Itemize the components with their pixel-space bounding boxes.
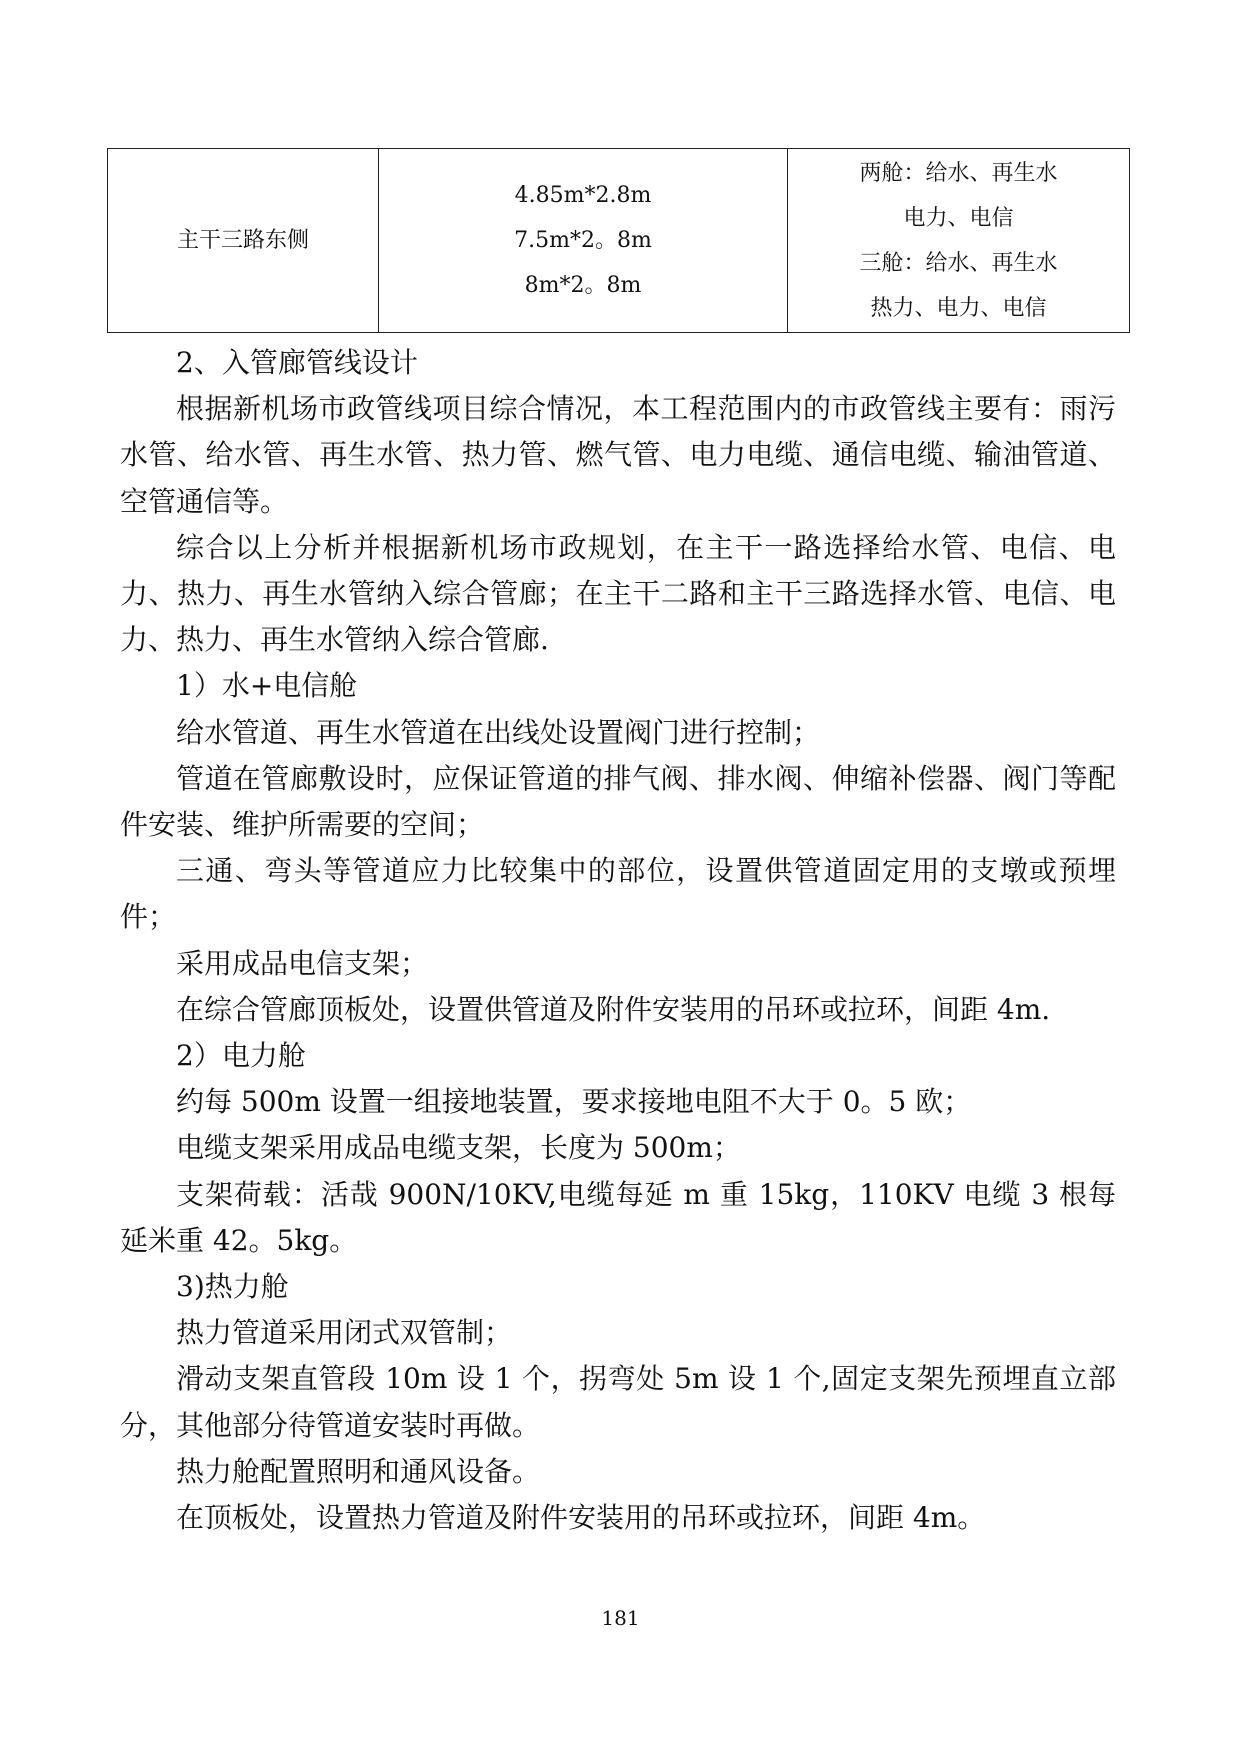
pipeline-line: 热力、电力、电信	[870, 295, 1047, 321]
subsection-heading: 2）电力舱	[176, 1039, 306, 1073]
paragraph: 滑动支架直管段 10m 设 1 个，拐弯处 5m 设 1 个,固定支架先预埋直立部分，其他部分待管道安装时再做。	[120, 1362, 1116, 1442]
subsection-heading: 1）水+电信舱	[176, 669, 358, 703]
paragraph: 热力舱配置照明和通风设备。	[176, 1454, 541, 1488]
table-row	[108, 149, 1130, 333]
table-cell-sizes	[379, 149, 788, 333]
size-line: 7.5m*2。8m	[514, 228, 652, 253]
section-heading: 2、入管廊管线设计	[176, 346, 418, 379]
pipeline-line: 两舱：给水、再生水	[859, 160, 1058, 186]
pipe-gallery-table	[107, 148, 1130, 333]
paragraph: 综合以上分析并根据新机场市政规划，在主干一路选择给水管、电信、电力、热力、再生水管纳入综合管廊；在主干二路和主干三路选择水管、电信、电力、热力、再生水管纳入综合管廊.	[120, 530, 1116, 657]
location-text: 主干三路东侧	[176, 228, 309, 253]
pipeline-line: 电力、电信	[903, 205, 1014, 231]
paragraph: 给水管道、再生水管道在出线处设置阀门进行控制；	[176, 715, 821, 749]
size-line: 4.85m*2.8m	[514, 183, 652, 208]
size-line: 8m*2。8m	[524, 273, 642, 298]
paragraph: 约每 500m 设置一组接地装置，要求接地电阻不大于 0。5 欧；	[176, 1085, 972, 1119]
page-number: 181	[601, 1606, 640, 1630]
paragraph: 支架荷载：活哉 900N/10KV,电缆每延 m 重 15kg，110KV 电缆 3 根每延米重 42。5kg。	[120, 1177, 1116, 1257]
body-text	[120, 340, 1116, 1541]
paragraph: 采用成品电信支架；	[176, 946, 429, 980]
table-cell-pipelines	[788, 149, 1130, 333]
paragraph: 根据新机场市政管线项目综合情况，本工程范围内的市政管线主要有：雨污水管、给水管、再生水管、热力管、燃气管、电力电缆、通信电缆、输油管道、空管通信等。	[120, 392, 1116, 518]
table-cell-location	[108, 149, 379, 333]
paragraph: 三通、弯头等管道应力比较集中的部位，设置供管道固定用的支墩或预埋件；	[120, 854, 1116, 934]
paragraph: 在顶板处，设置热力管道及附件安装用的吊环或拉环，间距 4m。	[176, 1501, 986, 1535]
paragraph: 电缆支架采用成品电缆支架，长度为 500m；	[176, 1131, 741, 1165]
subsection-heading: 3)热力舱	[176, 1270, 289, 1304]
paragraph: 热力管道采用闭式双管制；	[176, 1316, 513, 1350]
pipeline-line: 三舱：给水、再生水	[859, 250, 1058, 276]
paragraph: 管道在管廊敷设时，应保证管道的排气阀、排水阀、伸缩补偿器、阀门等配件安装、维护所需要的空间；	[120, 761, 1116, 842]
paragraph: 在综合管廊顶板处，设置供管道及附件安装用的吊环或拉环，间距 4m.	[176, 992, 1051, 1026]
